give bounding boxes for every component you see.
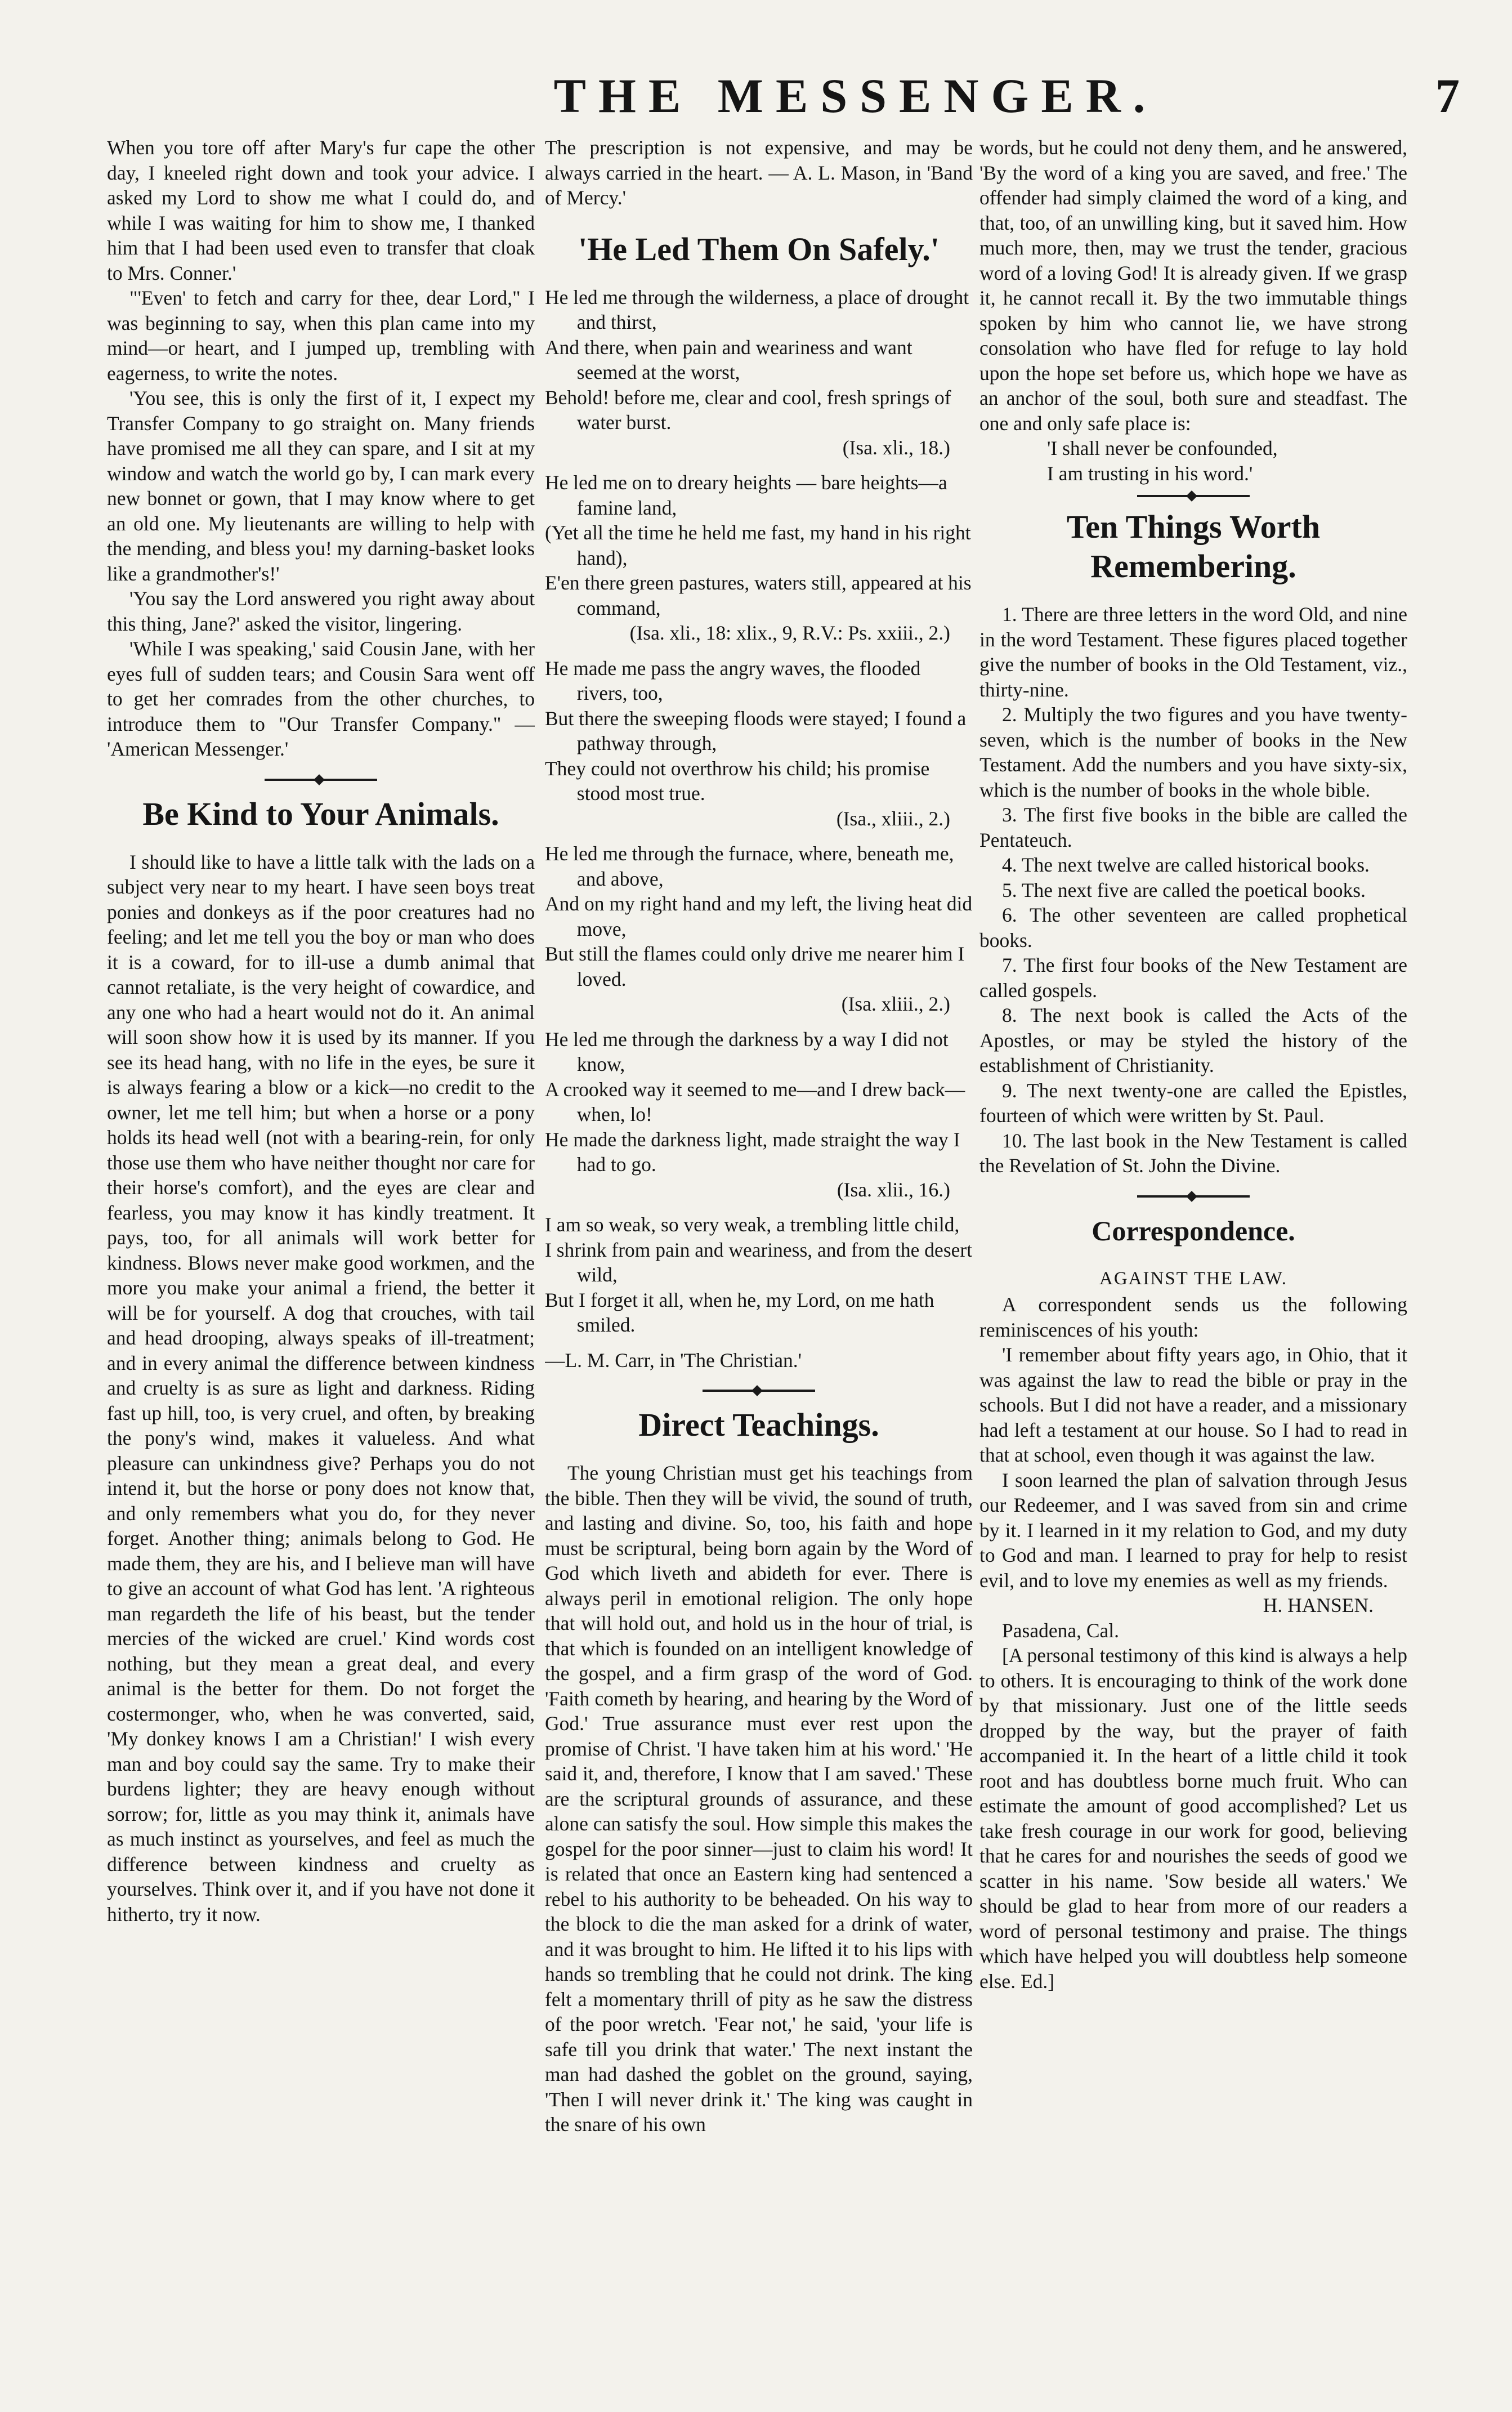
poem-line: He made me pass the angry waves, the flooded rivers, too, (545, 656, 921, 704)
list-item: 6. The other seventeen are called prophetical books. (979, 904, 1407, 952)
masthead (101, 68, 1509, 141)
story-paragraph: "'Even' to fetch and carry for thee, dear Lord," I was beginning to say, when this plan came into my mind—or heart, and I jumped up, trembling with eagerness, to write the notes. (107, 287, 535, 385)
poem-line: But I forget it all, when he, my Lord, on me hath smiled. (545, 1288, 934, 1336)
editor-note: [A personal testimony of this kind is always a help to others. It is encouraging to think of the work done by that missionary. Just one of the little seeds dropped by the way, but the prayer of faith accompanied it. In the heart of a little child it took root and has doubtless borne much fruit. Who can estimate the amount of good accomplished? Let us take fresh courage in our work for good, believing that he cares for and nourishes the seeds of good we scatter in his name. 'Sow beside all waters.' We should be glad to hear from more of our readers a word of personal testimony and praise. The things which have helped you will doubtless help someone else. Ed.] (979, 1644, 1407, 1993)
section-heading-ten-things: Ten Things Worth Remembering. (1066, 508, 1321, 584)
list-item: 1. There are three letters in the word Old, and nine in the word Testament. These figures placed together give the number of books in the Old Testament, viz., thirty-nine. (979, 603, 1407, 701)
poem-stanza (545, 285, 973, 461)
poem-line: He made the darkness light, made straight the way I had to go. (545, 1128, 960, 1176)
correspondence-signature: H. HANSEN. (1263, 1594, 1374, 1616)
list-item: 10. The last book in the New Testament is called the Revelation of St. John the Divine. (979, 1129, 1407, 1177)
list-item: 8. The next book is called the Acts of the Apostles, or may be styled the history of the establishment of Christianity. (979, 1004, 1407, 1077)
poem-credit: —L. M. Carr, in 'The Christian.' (545, 1348, 802, 1372)
poem-line: E'en there green pastures, waters still, appeared at his command, (545, 571, 972, 619)
poem-line: He led me through the wilderness, a place of drought and thirst, (545, 285, 969, 333)
list-item: 5. The next five are called the poetical books. (1002, 878, 1366, 901)
scripture-reference: (Isa., xliii., 2.) (836, 807, 950, 830)
poem-stanza (545, 656, 973, 832)
masthead-title: THE MESSENGER. (553, 69, 1158, 123)
story-paragraph: 'You say the Lord answered you right away about this thing, Jane?' asked the visitor, lingering. (107, 587, 535, 635)
correspondence-paragraph: 'I remember about fifty years ago, in Ohio, that it was against the law to read the bible or pray in the schools. But I did not have a reader, and a missionary had left a testament at our house. So I had to read in that at school, even though it was against the law. (979, 1343, 1407, 1466)
correspondence-paragraph: A correspondent sends us the following reminiscences of his youth: (979, 1293, 1407, 1341)
page-number: 7 (1435, 69, 1460, 123)
correspondence-paragraph: I soon learned the plan of salvation through Jesus our Redeemer, and I was saved from sin and crime by it. I learned in it my relation to God, and my duty to God and man. I learned to pray for help to resist evil, and to love my enemies as well as my friends. (979, 1468, 1407, 1592)
column-2 (545, 135, 973, 2331)
scripture-reference: (Isa. xliii., 2.) (841, 993, 950, 1015)
section-divider (1137, 1195, 1250, 1198)
section-divider (1137, 495, 1250, 497)
correspondence-place: Pasadena, Cal. (1002, 1619, 1120, 1642)
story-paragraph: When you tore off after Mary's fur cape the other day, I kneeled right down and took your advice. I asked my Lord to show me what I could do, and while I was waiting for him to show me, I thanked him that I had been used even to transfer that cloak to Mrs. Conner.' (107, 136, 535, 284)
poem-line: He led me through the furnace, where, beneath me, and above, (545, 842, 954, 890)
poem-line: He led me through the darkness by a way I did not know, (545, 1028, 949, 1075)
section-heading-poem: 'He Led Them On Safely.' (578, 230, 940, 267)
poem-line: Behold! before me, clear and cool, fresh springs of water burst. (545, 386, 951, 434)
poem-line: But still the flames could only drive me nearer him I loved. (545, 943, 965, 990)
poem-line: They could not overthrow his child; his promise stood most true. (545, 757, 930, 805)
section-heading-teachings: Direct Teachings. (638, 1406, 879, 1443)
couplet-line: 'I shall never be confounded, (1047, 437, 1278, 459)
poem-line: A crooked way it seemed to me—and I drew back—when, lo! (545, 1078, 965, 1125)
poem-line: He led me on to dreary heights — bare heights—a famine land, (545, 471, 947, 519)
poem-stanza (545, 1212, 973, 1338)
list-item: 4. The next twelve are called historical books. (1002, 854, 1370, 876)
teachings-continued: words, but he could not deny them, and he answered, 'By the word of a king you are saved, and free.' The offender had simply claimed the word of a king, and that, too, of an unwilling king, but it saved him. How much more, then, may we trust the tender, gracious word of a loving God! It is already given. If we grasp it, he cannot recall it. By the two immutable things spoken by him who cannot lie, we have strong consolation who have fled for refuge to lay hold upon the hope set before us, which hope we have as an anchor of the soul, both sure and steadfast. The one and only safe place is: (979, 136, 1407, 435)
poem-line: I am so weak, so very weak, a trembling little child, (545, 1213, 960, 1236)
list-item: 7. The first four books of the New Testament are called gospels. (979, 954, 1407, 1002)
poem-line: But there the sweeping floods were stayed; I found a pathway through, (545, 707, 967, 754)
poem-line: And on my right hand and my left, the living heat did move, (545, 892, 973, 940)
poem-stanza (545, 1027, 973, 1203)
article-body-animals: I should like to have a little talk with the lads on a subject very near to my heart. I have seen boys treat ponies and donkeys as if the poor creatures had no feeling; and let me tell you the boy or man who does it is a coward, for to ill-use a dumb animal that cannot retaliate, is the very height of cowardice, and any one who had a heart would not do it. An animal will soon show how it is used by its manner. If you see its head hang, with no life in the eyes, be sure it is always fearing a blow or a kick—no credit to the owner, let me tell him; but when a horse or a pony holds its head well (not with a bearing-rein, for only those use them who have neither thought nor care for their horse's comfort), and the eyes are clear and fearless, you may know it has kindly treatment. It pays, too, for all animals will work better for kindness. Blows never make good workmen, and the more you make your animal a friend, the better it will be for yourself. A dog that crouches, with tail and head drooping, always speaks of ill-treatment; and in every animal the difference between kindness and cruelty is as sure as light and darkness. Riding fast up hill, too, is very cruel, and often, by breaking the pony's wind, makes it valueless. And what pleasure can unkindness give? Perhaps you do not intend it, but the horse or pony does not know that, and only remembers what you do, for they never forget. Another thing; animals belong to God. He made them, they are his, and I believe man will have to give an account of what God has lent. 'A righteous man regardeth the life of his beast, but the tender mercies of the wicked are cruel.' Kind words cost nothing, but they mean a great deal, and every animal is the better for them. Do not forget the costermonger, who, when he was converted, said, 'My donkey knows I am a Christian!' I wish every man and boy could say the same. Try to make their burdens lighter; they are heavy enough without sorrow; for, little as you may think it, animals have as much instinct as yourselves, and feel as much the difference between kindness and cruelty as yourselves. Think over it, and if you have not done it hitherto, try it now. (107, 850, 535, 1926)
column-3 (979, 135, 1407, 2331)
scripture-reference: (Isa. xli., 18: xlix., 9, R.V.: Ps. xxiii., 2.) (629, 622, 950, 644)
story-paragraph: 'While I was speaking,' said Cousin Jane, with her eyes full of sudden tears; and Cousin Sara went off to get her comrades from the other churches, to introduce them to "Our Transfer Company." — 'American Messenger.' (107, 637, 535, 760)
story-paragraph: 'You see, this is only the first of it, I expect my Transfer Company to go straight on. Many friends have promised me all they can spare, and I sit at my window and watch the world go by, I can mark every new bonnet or gown, that I may know where to get an old one. My lieutenants are willing to help with the mending, and bless you! my darning-basket looks like a grandmother's!' (107, 387, 535, 585)
correspondence-subheading: AGAINST THE LAW. (1099, 1268, 1287, 1289)
scripture-reference: (Isa. xlii., 16.) (836, 1178, 950, 1201)
couplet-line: I am trusting in his word.' (1047, 462, 1253, 485)
section-heading-correspondence: Correspondence. (1091, 1214, 1295, 1247)
list-item: 3. The first five books in the bible are called the Pentateuch. (979, 803, 1407, 851)
poem-stanza (545, 470, 973, 646)
list-item: 2. Multiply the two figures and you have twenty-seven, which is the number of books in the New Testament. Add the numbers and you have sixty-six, which is the number of books in the whole bible. (979, 703, 1407, 801)
intro-text: The prescription is not expensive, and may be always carried in the heart. — A. L. Mason, in 'Band of Mercy.' (545, 136, 973, 209)
poem-line: I shrink from pain and weariness, and from the desert wild, (545, 1238, 973, 1286)
section-divider (265, 779, 377, 781)
list-item: 9. The next twenty-one are called the Epistles, fourteen of which were written by St. Paul. (979, 1079, 1407, 1127)
scripture-reference: (Isa. xli., 18.) (842, 436, 950, 459)
poem-line: And there, when pain and weariness and want seemed at the worst, (545, 336, 912, 383)
poem-line: (Yet all the time he held me fast, my hand in his right hand), (545, 521, 971, 569)
section-divider (703, 1390, 815, 1392)
column-1 (107, 135, 535, 2331)
section-heading-animals: Be Kind to Your Animals. (142, 795, 499, 832)
article-body-teachings: The young Christian must get his teachings from the bible. Then they will be vivid, the sound of truth, and lasting and divine. So, too, his faith and hope must be scriptural, being born again by the Word of God which liveth and abideth for ever. There is always peril in emotional religion. The only hope that will hold out, and hold us in the hour of trial, is that which is founded on an intelligent knowledge of the gospel, and a firm grasp of the word of God. 'Faith cometh by hearing, and hearing by the Word of God.' True assurance must ever rest upon the promise of Christ. 'I have taken him at his word.' 'He said it, and, therefore, I know that I am saved.' These are the scriptural grounds of assurance, and these alone can satisfy the soul. How simple this makes the gospel for the poor sinner—just to claim his word! It is related that once an Eastern king had sentenced a rebel to his authority to be beheaded. On his way to the block to die the man asked for a drink of water, and it was brought to him. He lifted it to his lips with hands so trembling that he could not drink. The king felt a momentary thrill of pity as he saw the distress of the poor wretch. 'Fear not,' he said, 'your life is safe till you drink that water.' The next instant the man had dashed the goblet on the ground, saying, 'Then I will never drink it.' The king was caught in the snare of his own (545, 1462, 973, 2136)
poem-stanza (545, 841, 973, 1017)
